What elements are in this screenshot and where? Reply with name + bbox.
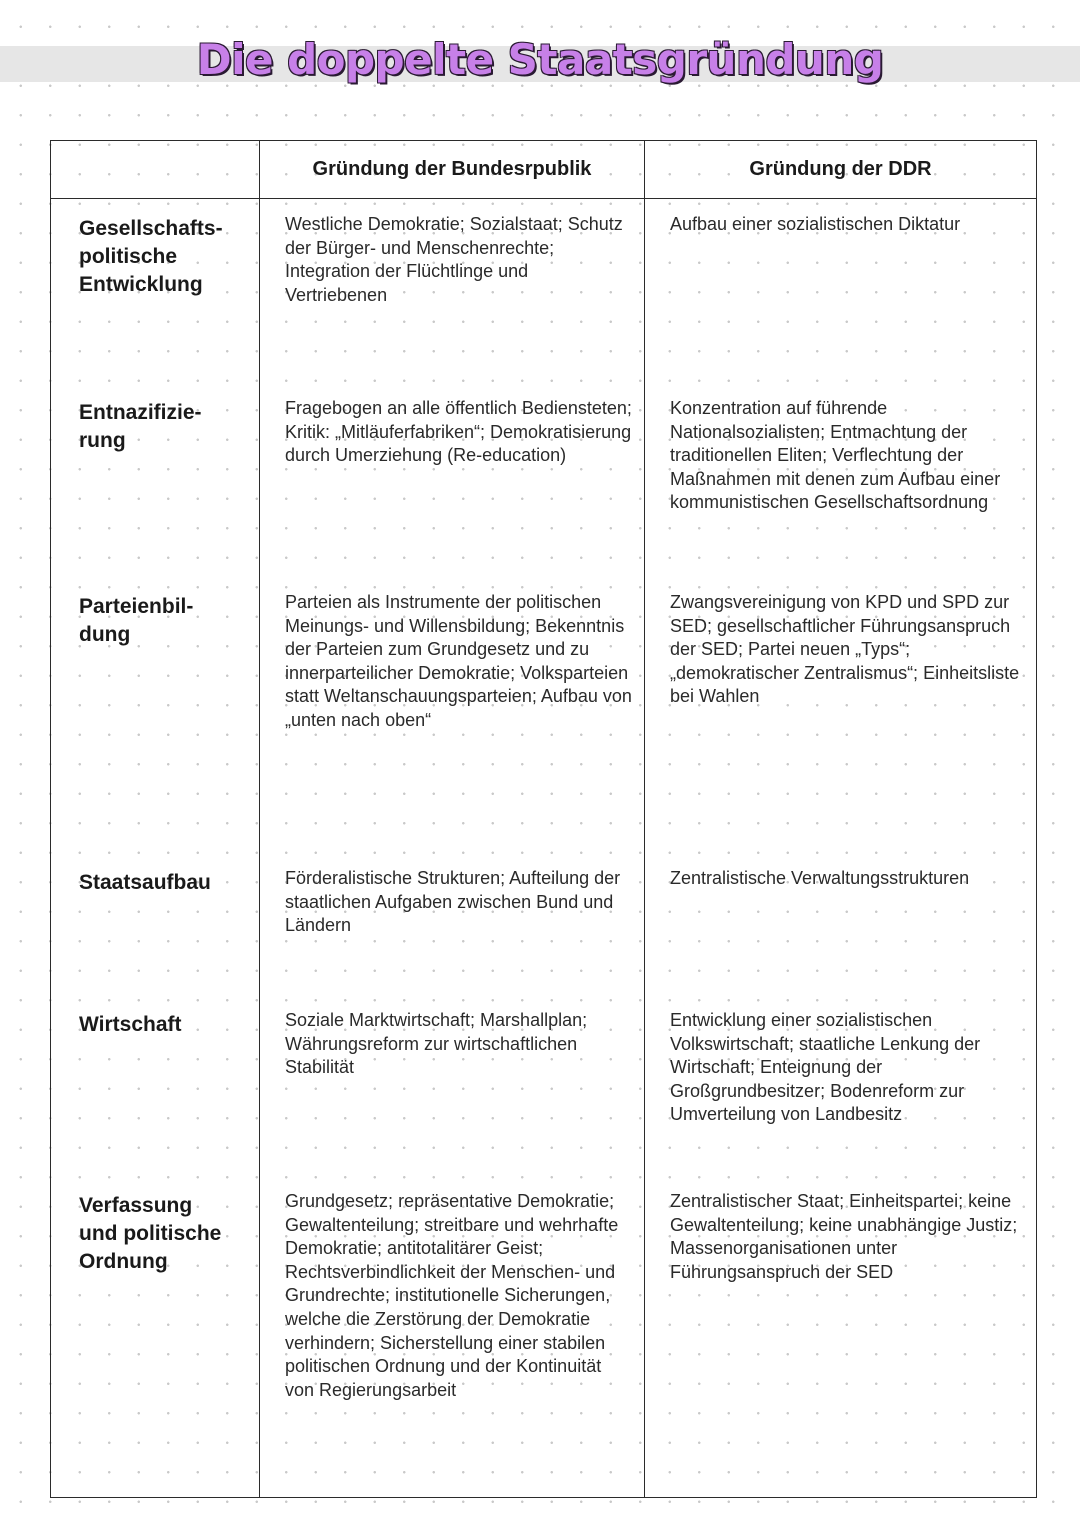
cell-ddr: Zwangsvereinigung von KPD und SPD zur SED; gesellschaftlicher Führungsanspruch der SED; Partei neuen „Typs“; „demokratischer Zentralismus“; Einheitsliste bei Wahlen [645, 577, 1037, 853]
cell-ddr: Konzentration auf führende Nationalsozialisten; Entmachtung der traditionellen Eliten; Verflechtung der Maßnahmen mit denen zum Aufbau einer kommunistischen Gesellschaftsordnung [645, 383, 1037, 577]
comparison-table [50, 140, 1037, 1498]
cell-ddr: Zentralistische Verwaltungsstrukturen [645, 853, 1037, 995]
row-topic: Wirtschaft [51, 995, 260, 1176]
cell-brd: Parteien als Instrumente der politischen Meinungs- und Willensbildung; Bekenntnis der Parteien zum Grundgesetz und zu innerparteilicher Demokratie; Volksparteien statt Weltanschauungsparteien; Aufbau von „unten nach oben“ [260, 577, 645, 853]
page-title: Die doppelte Staatsgründung [196, 35, 884, 84]
table-header-row [51, 141, 1037, 199]
cell-ddr: Entwicklung einer sozialistischen Volkswirtschaft; staatliche Lenkung der Wirtschaft; Enteignung der Großgrundbesitzer; Bodenreform zur Umverteilung von Landbesitz [645, 995, 1037, 1176]
table-row [51, 995, 1037, 1176]
table-row [51, 853, 1037, 995]
cell-brd: Grundgesetz; repräsentative Demokratie; Gewaltenteilung; streitbare und wehrhafte Demokratie; antitotalitärer Geist; Rechtsverbindlichkeit der Menschen- und Grundrechte; institutionelle Sicherungen, welche die Zerstörung der Demokratie verhindern; Sicherstellung einer stabilen politischen Ordnung und der Kontinuität von Regierungsarbeit [260, 1176, 645, 1498]
cell-brd: Westliche Demokratie; Sozialstaat; Schutz der Bürger- und Menschenrechte; Integration der Flüchtlinge und Vertriebenen [260, 199, 645, 384]
header-brd: Gründung der Bundesrpublik [260, 141, 645, 199]
cell-brd: Förderalistische Strukturen; Aufteilung der staatlichen Aufgaben zwischen Bund und Ländern [260, 853, 645, 995]
table-row [51, 199, 1037, 384]
cell-ddr: Aufbau einer sozialistischen Diktatur [645, 199, 1037, 384]
table-row [51, 383, 1037, 577]
row-topic: Parteienbil- dung [51, 577, 260, 853]
table-row [51, 577, 1037, 853]
cell-brd: Fragebogen an alle öffentlich Bediensteten; Kritik: „Mitläuferfabriken“; Demokratisierung durch Umerziehung (Re-education) [260, 383, 645, 577]
table-row [51, 1176, 1037, 1498]
header-ddr: Gründung der DDR [645, 141, 1037, 199]
row-topic: Staatsaufbau [51, 853, 260, 995]
row-topic: Gesellschafts- politische Entwicklung [51, 199, 260, 384]
cell-brd: Soziale Marktwirtschaft; Marshallplan; Währungsreform zur wirtschaftlichen Stabilität [260, 995, 645, 1176]
row-topic: Verfassung und politische Ordnung [51, 1176, 260, 1498]
header-topic [51, 141, 260, 199]
cell-ddr: Zentralistischer Staat; Einheitspartei; keine Gewaltenteilung; keine unabhängige Justiz; Massenorganisationen unter Führungsanspruch der SED [645, 1176, 1037, 1498]
row-topic: Entnazifizie- rung [51, 383, 260, 577]
